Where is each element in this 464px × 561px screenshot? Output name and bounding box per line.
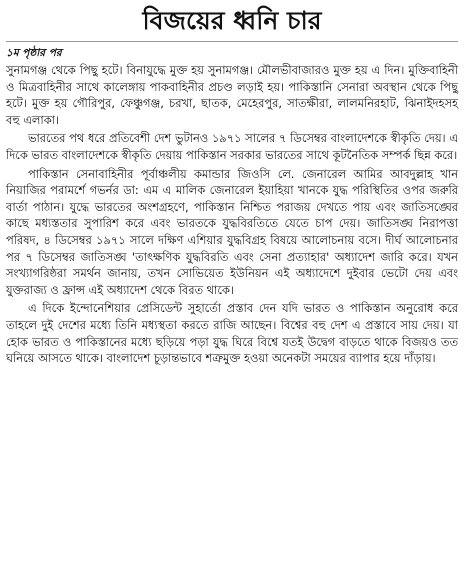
article-paragraph: ভারতের পথ ধরে প্রতিবেশী দেশ ভুটানও ১৯৭১ সালের ৭ ডিসেম্বর বাংলাদেশকে স্বীকৃতি দেয়। এ দিকে ভারত বাংলাদেশকে স্বীকৃতি দেয়ায় পাকিস্তান সরকার ভারতের সাথে কূটনৈতিক সম্পর্ক ছিন্ন করে।	[6, 131, 458, 162]
article-paragraph: সুনামগঞ্জ থেকে পিছু হটে। বিনাযুদ্ধে মুক্ত হয় সুনামগঞ্জ। মৌলভীবাজারও মুক্ত হয় এ দিন। মুক্তিবাহিনী ও মিত্রবাহিনীর সাথে কালেঙ্গায় পাকবাহিনীর প্রচণ্ড লড়াই হয়। পাকিস্তানি সেনারা অবস্থান থেকে পিছু হটে। মুক্ত হয় গৌরিপুর, ফেঞ্চুগঞ্জ, চরখা, ছাতক, মেহেরপুর, সাতক্ষীরা, লালমনিরহাট, ঝিনাইদহসহ বহু এলাকা।	[6, 63, 458, 127]
article-paragraph: এ দিকে ইন্দোনেশিয়ার প্রেসিডেন্ট সুহার্তো প্রস্তাব দেন যদি ভারত ও পাকিস্তান অনুরোধ করে তাহলে দুই দেশের মধ্যে তিনি মধ্যস্থতা করতে রাজি আছেন। বিশ্বের বহু দেশ এ প্রস্তাবে সায় দেয়। যা হোক ভারত ও পাকিস্তানের মধ্যে ছড়িয়ে পড়া যুদ্ধ ঘিরে বিশ্বে যতই উদ্বেগ বাড়তে থাকে বিজয়ও তত ঘনিয়ে আসতে থাকে। বাংলাদেশ চূড়ান্তভাবে শত্রুমুক্ত হওয়া অনেকটা সময়ের ব্যাপার হয়ে দাঁড়ায়।	[6, 301, 458, 366]
article-headline: বিজয়ের ধ্বনি চার	[142, 6, 322, 35]
continuation-label: ১ম পৃষ্ঠার পর	[6, 47, 62, 59]
article-body	[6, 45, 458, 367]
headline-divider	[6, 41, 458, 42]
article-paragraph: পাকিস্তান সেনাবাহিনীর পূর্বাঞ্চলীয় কমান্ডার জিওসি লে. জেনারেল আমির আবদুল্লাহ খান নিয়াজির পরামর্শে গভর্নর ডা: এম এ মালিক জেনারেল ইয়াহিয়া খানকে যুদ্ধ পরিস্থিতির ওপর জরুরি বার্তা পাঠান। যুদ্ধে ভারতের অংশগ্রহণে, পাকিস্তান নিশ্চিত পরাজয় দেখতে পায় এবং জাতিসঙ্ঘের কাছে মধ্যস্ততার সুপারিশ করে এবং ভারতকে যুদ্ধবিরতিতে যেতে চাপ দেয়। জাতিসঙ্ঘ নিরাপত্তা পরিষদ, ৪ ডিসেম্বর ১৯৭১ সালে দক্ষিণ এশিয়ার যুদ্ধবিগ্রহ বিষয়ে আলোচনায় বসে। দীর্ঘ আলোচনার পর ৭ ডিসেম্বর জাতিসঙ্ঘ 'তাৎক্ষণিক যুদ্ধবিরতি এবং সেনা প্রত্যাহার' অধ্যাদেশ জারি করে। যখন সংখ্যাগরিষ্ঠরা সমর্থন জানায়, তখন সোভিয়েত ইউনিয়ন এই অধ্যাদেশে দুইবার ভেটো দেয় এবং যুক্তরাজ্য ও ফ্রান্স এই অধ্যাদেশ থেকে বিরত থাকে।	[6, 166, 458, 297]
